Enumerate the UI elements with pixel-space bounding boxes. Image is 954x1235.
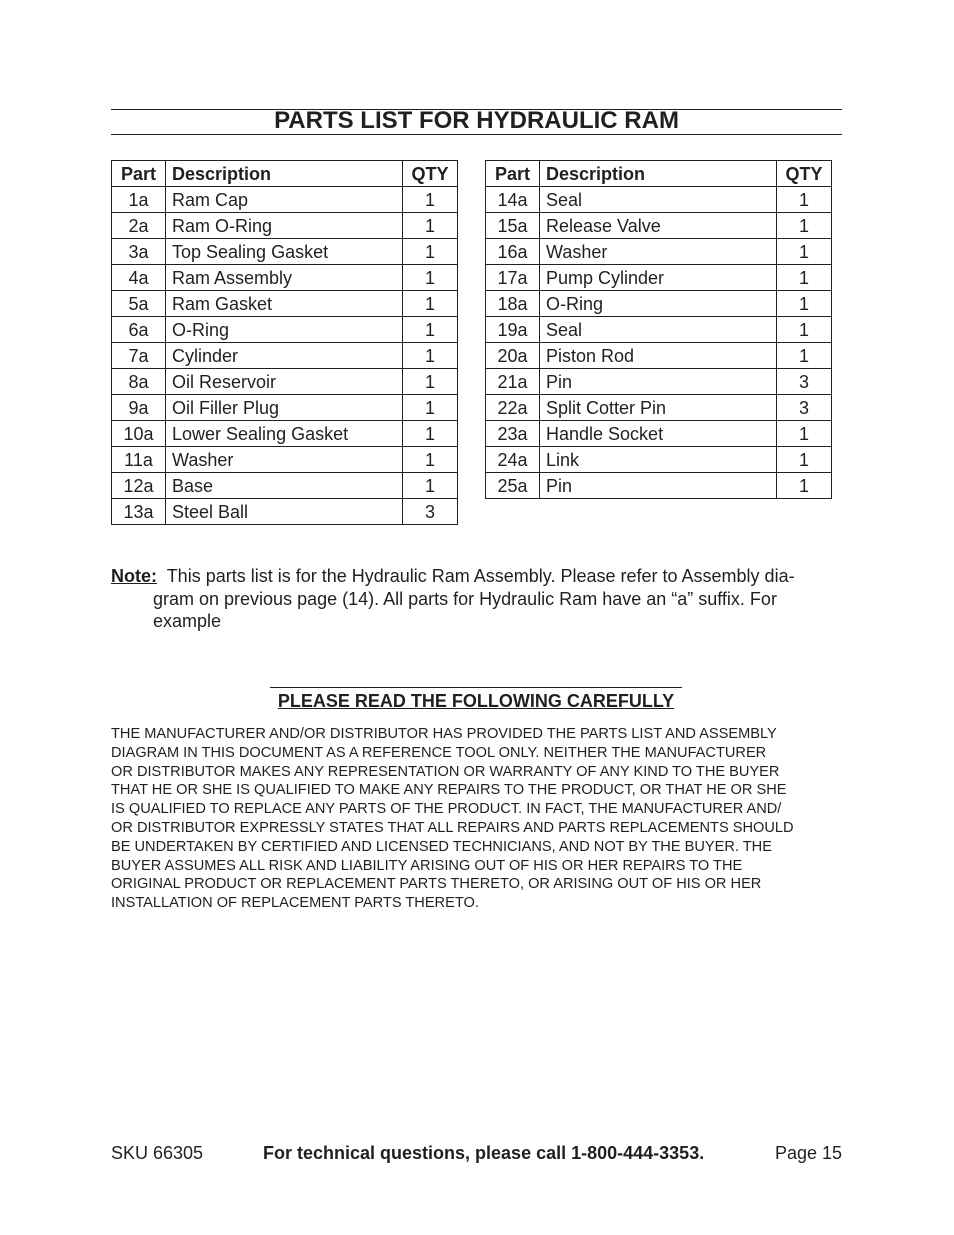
description-cell: Seal	[540, 187, 777, 213]
description-cell: Link	[540, 447, 777, 473]
table-row	[486, 239, 832, 265]
footer-tech-support: For technical questions, please call 1-800-444-3353.	[263, 1143, 705, 1163]
table-row	[112, 291, 458, 317]
table-row	[486, 473, 832, 499]
disclaimer-line: DIAGRAM IN THIS DOCUMENT AS A REFERENCE TOOL ONLY. NEITHER THE MANUFACTURER	[111, 744, 767, 761]
qty-cell: 1	[777, 343, 832, 369]
table-row	[486, 265, 832, 291]
header-qty: QTY	[403, 161, 458, 187]
part-cell: 18a	[486, 291, 540, 317]
table-row	[112, 265, 458, 291]
table-row	[486, 395, 832, 421]
description-cell: Ram Cap	[166, 187, 403, 213]
table-row	[112, 447, 458, 473]
description-cell: Split Cotter Pin	[540, 395, 777, 421]
part-cell: 8a	[112, 369, 166, 395]
part-cell: 16a	[486, 239, 540, 265]
description-cell: Washer	[540, 239, 777, 265]
table-row	[112, 343, 458, 369]
part-cell: 14a	[486, 187, 540, 213]
table-row	[486, 213, 832, 239]
page-title: PARTS LIST FOR HYDRAULIC RAM	[274, 107, 679, 134]
qty-cell: 1	[403, 421, 458, 447]
description-cell: Pump Cylinder	[540, 265, 777, 291]
description-cell: Steel Ball	[166, 499, 403, 525]
qty-cell: 3	[777, 369, 832, 395]
table-row	[486, 291, 832, 317]
description-cell: Ram Assembly	[166, 265, 403, 291]
disclaimer-line: THE MANUFACTURER AND/OR DISTRIBUTOR HAS PROVIDED THE PARTS LIST AND ASSEMBLY	[111, 726, 777, 742]
table-row	[112, 421, 458, 447]
description-cell: Ram O-Ring	[166, 213, 403, 239]
table-row	[112, 395, 458, 421]
read-heading-rule	[270, 687, 682, 714]
description-cell: Cylinder	[166, 343, 403, 369]
description-cell: Oil Filler Plug	[166, 395, 403, 421]
table-row	[486, 187, 832, 213]
disclaimer-line: BUYER ASSUMES ALL RISK AND LIABILITY ARISING OUT OF HIS OR HER REPAIRS TO THE	[111, 857, 743, 874]
qty-cell: 1	[403, 447, 458, 473]
part-cell: 22a	[486, 395, 540, 421]
footer-page-number: Page 15	[774, 1143, 842, 1163]
qty-cell: 1	[403, 239, 458, 265]
qty-cell: 1	[777, 291, 832, 317]
footer-sku: SKU 66305	[111, 1143, 204, 1163]
disclaimer-line: OR DISTRIBUTOR EXPRESSLY STATES THAT ALL REPAIRS AND PARTS REPLACEMENTS SHOULD	[111, 819, 794, 836]
header-part: Part	[112, 161, 166, 187]
read-carefully-heading: PLEASE READ THE FOLLOWING CAREFULLY	[277, 691, 675, 711]
part-cell: 2a	[112, 213, 166, 239]
parts-table-right	[485, 160, 832, 499]
part-cell: 5a	[112, 291, 166, 317]
qty-cell: 1	[403, 317, 458, 343]
qty-cell: 3	[777, 395, 832, 421]
qty-cell: 3	[403, 499, 458, 525]
description-cell: Ram Gasket	[166, 291, 403, 317]
description-cell: Pin	[540, 473, 777, 499]
part-cell: 15a	[486, 213, 540, 239]
disclaimer-line: OR DISTRIBUTOR MAKES ANY REPRESENTATION OR WARRANTY OF ANY KIND TO THE BUYER	[111, 763, 780, 780]
note-line-2: gram on previous page (14). All parts for Hydraulic Ram have an “a” suffix. For	[153, 588, 777, 609]
description-cell: Release Valve	[540, 213, 777, 239]
qty-cell: 1	[777, 265, 832, 291]
disclaimer-line: BE UNDERTAKEN BY CERTIFIED AND LICENSED TECHNICIANS, AND NOT BY THE BUYER. THE	[111, 838, 772, 855]
qty-cell: 1	[777, 447, 832, 473]
table-row	[486, 343, 832, 369]
table-row	[486, 421, 832, 447]
description-cell: Top Sealing Gasket	[166, 239, 403, 265]
header-qty: QTY	[777, 161, 832, 187]
part-cell: 23a	[486, 421, 540, 447]
part-cell: 9a	[112, 395, 166, 421]
part-cell: 11a	[112, 447, 166, 473]
table-row	[112, 317, 458, 343]
disclaimer-text	[111, 725, 851, 913]
description-cell: Seal	[540, 317, 777, 343]
note-line-3: example	[153, 611, 222, 631]
part-cell: 17a	[486, 265, 540, 291]
qty-cell: 1	[777, 187, 832, 213]
qty-cell: 1	[777, 317, 832, 343]
qty-cell: 1	[403, 265, 458, 291]
table-row	[112, 213, 458, 239]
part-cell: 13a	[112, 499, 166, 525]
description-cell: Handle Socket	[540, 421, 777, 447]
description-cell: Oil Reservoir	[166, 369, 403, 395]
qty-cell: 1	[403, 187, 458, 213]
header-description: Description	[166, 161, 403, 187]
note-paragraph	[111, 565, 842, 633]
disclaimer-line: ORIGINAL PRODUCT OR REPLACEMENT PARTS THERETO, OR ARISING OUT OF HIS OR HER	[111, 876, 762, 893]
qty-cell: 1	[777, 421, 832, 447]
part-cell: 19a	[486, 317, 540, 343]
part-cell: 7a	[112, 343, 166, 369]
qty-cell: 1	[403, 395, 458, 421]
table-row	[112, 239, 458, 265]
part-cell: 25a	[486, 473, 540, 499]
parts-table-left	[111, 160, 458, 525]
qty-cell: 1	[403, 473, 458, 499]
table-row	[486, 317, 832, 343]
disclaimer-line: INSTALLATION OF REPLACEMENT PARTS THERETO.	[111, 895, 479, 912]
part-cell: 3a	[112, 239, 166, 265]
qty-cell: 1	[403, 343, 458, 369]
qty-cell: 1	[777, 473, 832, 499]
title-rule	[111, 109, 842, 135]
description-cell: Pin	[540, 369, 777, 395]
note-label: Note:	[111, 566, 157, 586]
qty-cell: 1	[403, 369, 458, 395]
part-cell: 1a	[112, 187, 166, 213]
table-row	[112, 499, 458, 525]
part-cell: 4a	[112, 265, 166, 291]
part-cell: 12a	[112, 473, 166, 499]
qty-cell: 1	[403, 213, 458, 239]
description-cell: O-Ring	[540, 291, 777, 317]
header-part: Part	[486, 161, 540, 187]
table-row	[112, 187, 458, 213]
table-row	[486, 447, 832, 473]
qty-cell: 1	[777, 213, 832, 239]
description-cell: Washer	[166, 447, 403, 473]
table-header-row	[112, 161, 458, 187]
note-line-1: This parts list is for the Hydraulic Ram Assembly. Please refer to Assembly dia-	[166, 566, 795, 586]
qty-cell: 1	[777, 239, 832, 265]
table-row	[486, 369, 832, 395]
part-cell: 6a	[112, 317, 166, 343]
part-cell: 24a	[486, 447, 540, 473]
description-cell: O-Ring	[166, 317, 403, 343]
qty-cell: 1	[403, 291, 458, 317]
part-cell: 21a	[486, 369, 540, 395]
table-row	[112, 473, 458, 499]
description-cell: Piston Rod	[540, 343, 777, 369]
table-row	[112, 369, 458, 395]
disclaimer-line: IS QUALIFIED TO REPLACE ANY PARTS OF THE PRODUCT. IN FACT, THE MANUFACTURER AND/	[111, 801, 782, 818]
part-cell: 20a	[486, 343, 540, 369]
header-description: Description	[540, 161, 777, 187]
part-cell: 10a	[112, 421, 166, 447]
description-cell: Base	[166, 473, 403, 499]
description-cell: Lower Sealing Gasket	[166, 421, 403, 447]
disclaimer-line: THAT HE OR SHE IS QUALIFIED TO MAKE ANY REPAIRS TO THE PRODUCT, OR THAT HE OR SHE	[111, 782, 787, 799]
table-header-row	[486, 161, 832, 187]
